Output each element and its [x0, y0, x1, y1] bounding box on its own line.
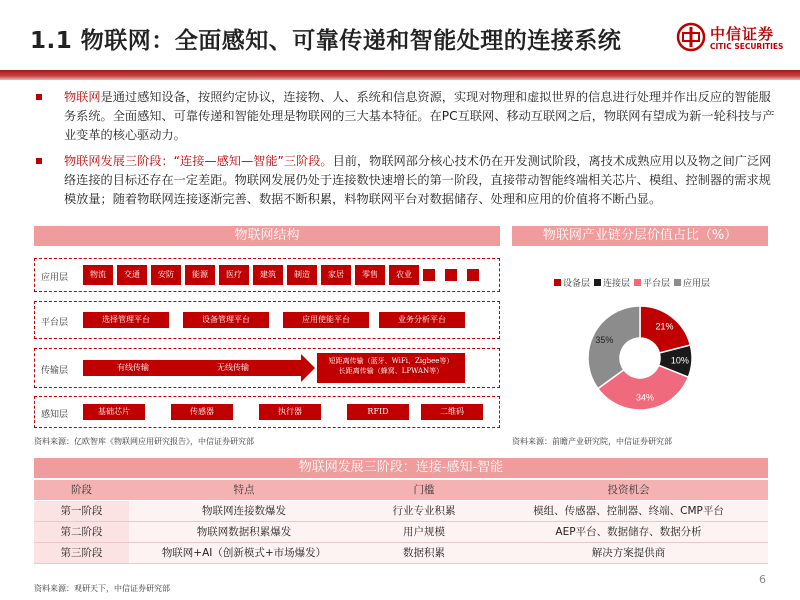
- cell-feature: 物联网数据积累爆发: [129, 521, 359, 542]
- structure-banner: 物联网结构: [34, 226, 500, 246]
- transport-layer: [34, 348, 500, 388]
- layer-item-box: 建筑: [253, 265, 283, 285]
- page-title: 1.1 物联网：全面感知、可靠传递和智能处理的连接系统: [30, 28, 622, 54]
- legend-label: 平台层: [643, 279, 671, 289]
- pie-banner: 物联网产业链分层价值占比（%）: [512, 226, 768, 246]
- platform-layer: [34, 301, 500, 339]
- application-layer: [34, 258, 500, 292]
- iot-structure-diagram: [34, 250, 500, 432]
- layer-item-box: 医疗: [219, 265, 249, 285]
- pie-source: 资料来源：前瞻产业研究院，中信证券研究部: [512, 437, 672, 446]
- wired-transport-box: 有线传输: [83, 360, 183, 376]
- layer-item-box: 制造: [287, 265, 317, 285]
- layer-item-box: 执行器: [259, 404, 321, 420]
- long-range-text: 长距离传输（蜂窝、LPWAN等）: [338, 367, 444, 375]
- cell-opportunity: 模组、传感器、控制器、终端、CMP平台: [489, 500, 768, 521]
- cell-threshold: 行业专业积累: [359, 500, 489, 521]
- legend-label: 应用层: [683, 279, 711, 289]
- transport-arrow-head: [301, 354, 315, 382]
- cell-threshold: 数据积累: [359, 542, 489, 563]
- more-square: [445, 269, 457, 281]
- bullet-body: 目前，物联网部分核心技术仍在开发测试阶段，离技术成熟应用以及物之间广泛网络连接的目标还存在一定差距。物联网发展仍处于连接数快速增长的第一阶段，直接带动智能终端相关芯片、模组、控制器的需求规模放量；随着物联网连接逐渐完善、数据不断积累，料物联网平台对数据储存、处理和应用的价值将不断凸显。: [64, 154, 772, 206]
- cell-stage: 第三阶段: [34, 542, 129, 563]
- cell-opportunity: 解决方案提供商: [489, 542, 768, 563]
- layer-label: 感知层: [41, 410, 69, 420]
- cell-stage: 第二阶段: [34, 521, 129, 542]
- bullet-square-icon: [36, 94, 42, 100]
- layer-label: 平台层: [41, 318, 69, 328]
- short-range-text: 短距离传输（蓝牙、WiFi、Zigbee等）: [328, 357, 454, 365]
- page-header: [0, 0, 800, 70]
- stages-banner: 物联网发展三阶段：连接-感知-智能: [34, 458, 768, 478]
- cell-feature: 物联网+AI（创新模式+市场爆发）: [129, 542, 359, 563]
- sensing-layer: [34, 396, 500, 428]
- cell-opportunity: AEP平台、数据储存、数据分析: [489, 521, 768, 542]
- legend-label: 设备层: [563, 279, 591, 289]
- header-accent-bar: [0, 70, 800, 80]
- citic-logo: [676, 20, 794, 56]
- value-share-chart: [512, 250, 768, 432]
- layer-item-box: 交通: [117, 265, 147, 285]
- layer-item-box: RFID: [347, 404, 409, 420]
- pie-slice-label: 10%: [670, 355, 689, 366]
- layer-label: 传输层: [41, 366, 69, 376]
- logo-english-name: CITIC SECURITIES: [710, 42, 784, 51]
- intro-bullet-definition: [30, 88, 775, 145]
- layer-item-box: 家居: [321, 265, 351, 285]
- layer-item-box: 物流: [83, 265, 113, 285]
- intro-bullets: [30, 88, 775, 216]
- footer-source: 资料来源：观研天下，中信证券研究部: [34, 584, 170, 593]
- header-stage: 阶段: [34, 480, 129, 500]
- layer-label: 应用层: [41, 273, 69, 283]
- table-row: [34, 500, 768, 521]
- layer-item-box: 安防: [151, 265, 181, 285]
- stages-table: [34, 480, 768, 564]
- transport-detail-box: [317, 353, 465, 383]
- structure-source: 资料来源：亿欧智库《物联网应用研究报告》，中信证券研究部: [34, 437, 254, 446]
- cell-stage: 第一阶段: [34, 500, 129, 521]
- layer-item-box: 业务分析平台: [379, 312, 465, 328]
- layer-item-box: 零售: [355, 265, 385, 285]
- layer-item-box: 能源: [185, 265, 215, 285]
- layer-item-box: 基础芯片: [83, 404, 145, 420]
- logo-chinese-name: 中信证券: [710, 25, 775, 43]
- more-square: [467, 269, 479, 281]
- intro-bullet-stages: [30, 152, 775, 209]
- wireless-transport-box: 无线传输: [183, 360, 283, 376]
- layer-item-box: 传感器: [171, 404, 233, 420]
- page-number: 6: [759, 573, 766, 586]
- header-threshold: 门槛: [359, 480, 489, 500]
- pie-slice-label: 21%: [655, 321, 674, 332]
- layer-item-box: 农业: [389, 265, 419, 285]
- bullet-highlight: 物联网发展三阶段：“连接—感知—智能”三阶段。: [64, 154, 333, 168]
- more-square: [423, 269, 435, 281]
- header-feature: 特点: [129, 480, 359, 500]
- pie-slice-label: 34%: [636, 392, 655, 403]
- table-header-row: [34, 480, 768, 500]
- table-row: [34, 542, 768, 563]
- layer-item-box: 选择管理平台: [83, 312, 169, 328]
- layer-item-box: 应用使能平台: [283, 312, 369, 328]
- header-opportunity: 投资机会: [489, 480, 768, 500]
- cell-feature: 物联网连接数爆发: [129, 500, 359, 521]
- bullet-body: 是通过感知设备，按照约定协议，连接物、人、系统和信息资源，实现对物理和虚拟世界的信息进行处理并作出反应的智能服务系统。全面感知、可靠传递和智能处理是物联网的三大基本特征。在PC互联网、移动互联网之后，物联网有望成为新一轮科技与产业变革的核心驱动力。: [64, 90, 775, 142]
- layer-item-box: 二维码: [421, 404, 483, 420]
- bullet-highlight: 物联网: [64, 90, 101, 104]
- legend-label: 连接层: [603, 279, 631, 289]
- bullet-square-icon: [36, 158, 42, 164]
- citic-logo-icon: [676, 22, 706, 52]
- pie-chart: [512, 250, 768, 432]
- layer-item-box: 设备管理平台: [183, 312, 269, 328]
- pie-slice-label: 35%: [595, 334, 614, 345]
- table-row: [34, 521, 768, 542]
- cell-threshold: 用户规模: [359, 521, 489, 542]
